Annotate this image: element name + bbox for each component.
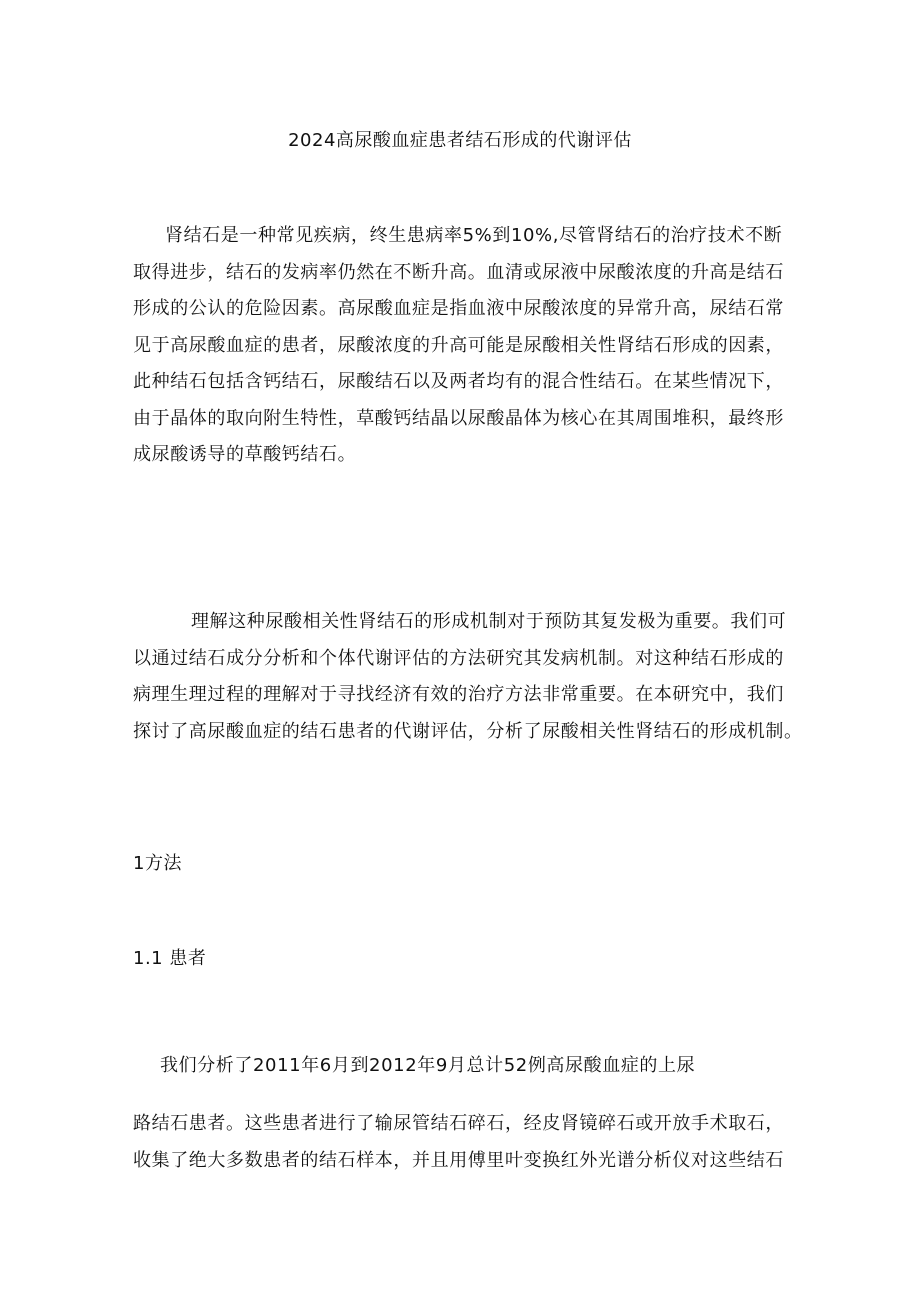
- text-line: 以通过结石成分分析和个体代谢评估的方法研究其发病机制。对这种结石形成的: [133, 647, 784, 669]
- text-line: 形成的公认的危险因素。高尿酸血症是指血液中尿酸浓度的异常升高，尿结石常: [133, 298, 784, 319]
- paragraph-intro: [133, 218, 798, 474]
- text-line: 此种结石包括含钙结石，尿酸结石以及两者均有的混合性结石。在某些情况下，: [133, 371, 784, 392]
- subsection-heading-patients: 1.1 患者: [133, 948, 207, 969]
- text-line: 取得进步，结石的发病率仍然在不断升高。血清或尿液中尿酸浓度的升高是结石: [133, 261, 784, 283]
- section-heading-methods: 1方法: [133, 853, 182, 874]
- text-line: 我们分析了2011年6月到2012年9月总计52例高尿酸血症的上尿: [160, 1055, 696, 1076]
- paragraph-mechanism: [133, 604, 803, 750]
- text-line: 由于晶体的取向附生特性，草酸钙结晶以尿酸晶体为核心在其周围堆积，最终形: [133, 407, 784, 429]
- text-line: 探讨了高尿酸血症的结石患者的代谢评估，分析了尿酸相关性肾结石的形成机制。: [133, 720, 803, 742]
- text-line: 成尿酸诱导的草酸钙结石。: [133, 444, 357, 465]
- document-title: 2024高尿酸血症患者结石形成的代谢评估: [288, 130, 632, 151]
- text-line: 收集了绝大多数患者的结石样本，并且用傅里叶变换红外光谱分析仪对这些结石: [133, 1149, 784, 1171]
- text-line: 见于高尿酸血症的患者，尿酸浓度的升高可能是尿酸相关性肾结石形成的因素，: [133, 334, 784, 356]
- text-line: 病理生理过程的理解对于寻找经济有效的治疗方法非常重要。在本研究中，我们: [133, 684, 784, 705]
- text-line: 肾结石是一种常见疾病，终生患病率5%到10%,尽管肾结石的治疗技术不断: [165, 225, 783, 246]
- text-line: 理解这种尿酸相关性肾结石的形成机制对于预防其复发极为重要。我们可: [191, 611, 787, 632]
- text-line: 路结石患者。这些患者进行了输尿管结石碎石，经皮肾镜碎石或开放手术取石，: [133, 1113, 784, 1134]
- paragraph-patients-start: [133, 1048, 798, 1085]
- paragraph-patients-continued: [133, 1106, 798, 1179]
